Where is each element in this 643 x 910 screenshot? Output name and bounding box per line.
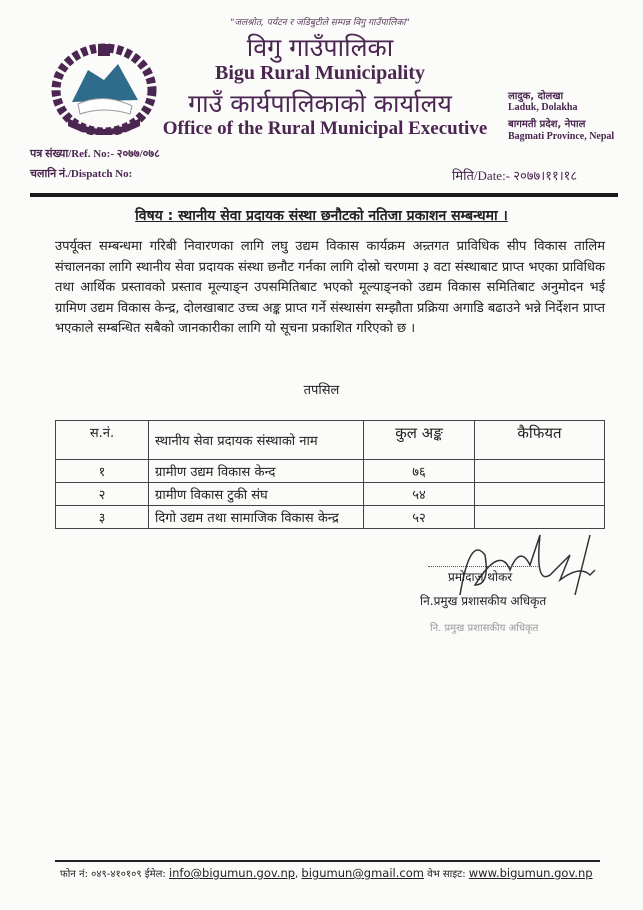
letter-date: मिति/Date:- २०७७।११।१८ — [452, 168, 578, 183]
cell-organization: ग्रामीण विकास टुकी संघ — [149, 483, 364, 506]
subject-line: विषय : स्थानीय सेवा प्रदायक संस्था छनौटको नतिजा प्रकाशन सम्बन्धमा । — [135, 208, 508, 224]
cell-serial: १ — [56, 460, 149, 483]
cell-serial: २ — [56, 483, 149, 506]
website-label: वेभ साइट: — [427, 869, 466, 880]
table-row — [56, 460, 605, 483]
dispatch-number: चलानि नं./Dispatch No: — [30, 168, 133, 180]
address-line: बागमती प्रदेश, नेपाल — [508, 119, 586, 130]
municipality-name-english: Bigu Rural Municipality — [214, 62, 426, 84]
nepal-emblem-logo — [48, 40, 160, 135]
cell-remarks — [475, 483, 605, 506]
cell-remarks — [475, 460, 605, 483]
reference-number: पत्र संख्या/Ref. No:- २०७७/०७८ — [30, 148, 160, 160]
cell-marks: ५४ — [364, 483, 475, 506]
separator: , — [295, 869, 299, 880]
table-row — [56, 483, 605, 506]
office-name-nepali: गाउँ कार्यपालिकाको कार्यालय — [188, 89, 452, 118]
email-link-info[interactable]: info@bigumun.gov.np — [168, 866, 296, 880]
official-stamp-text: नि. प्रमुख प्रशासकीय अधिकृत — [430, 623, 539, 634]
signature-line — [428, 566, 538, 567]
address-line: लादुक, दोलखा — [508, 91, 564, 102]
footer-contact — [60, 866, 593, 880]
office-name-english: Office of the Rural Municipal Executive — [162, 118, 488, 139]
cell-organization: दिगो उद्यम तथा सामाजिक विकास केन्द्र — [149, 506, 364, 529]
address-line: Bagmati Province, Nepal — [508, 131, 615, 142]
signer-title: नि.प्रमुख प्रशासकीय अधिकृत — [420, 594, 547, 608]
results-table — [55, 420, 605, 529]
cell-organization: ग्रामीण उद्यम विकास केन्द — [149, 460, 364, 483]
website-link[interactable]: www.bigumun.gov.np — [468, 866, 593, 880]
header-organization: स्थानीय सेवा प्रदायक संस्थाको नाम — [149, 421, 364, 460]
phone-label: फोन नं: ०४९-४१०१०९ ईमेल: — [60, 869, 166, 880]
municipality-name-nepali: विगु गाउँपालिका — [246, 33, 394, 62]
signer-name: प्रमोदाज थोकर — [448, 570, 513, 584]
table-header-row — [56, 421, 605, 460]
footer-divider — [55, 860, 600, 862]
address-line: Laduk, Dolakha — [508, 102, 578, 113]
cell-serial: ३ — [56, 506, 149, 529]
body-paragraph: उपर्यूक्त सम्बन्धमा गरिबी निवारणका लागि लघु उद्यम विकास कार्यक्रम अन्र्तगत प्राविधिक सीप विकास तालिम संचालनका लागि स्थानीय सेवा प्रदायक संस्था छनौट गर्नका लागि दोस्रो चरणमा ३ वटा संस्थाबाट प्राप्त भएका प्राविधिक तथा आर्थिक प्रस्तावको प्रस्ताव मूल्याङ्न उपसमितिबाट भएको मूल्याङ्नको उद्यम विकास समितिबाट अनुमोदन भई ग्रामिण उद्यम विकास केन्द्र, दोलखाबाट उच्च अङ्क प्राप्त गर्ने संस्थासंग सम्झौता प्रक्रिया अगाडि बढाउने भन्ने निर्देशन प्राप्त भएकाले सम्बन्धित सबैको जानकारीका लागि यो सूचना प्रकाशित गरिएको छ । — [55, 239, 605, 336]
tagline: "जलश्रोत, पर्यटन र जडिबुटीले सम्पन्न विगु गाउँपालिका" — [230, 18, 410, 28]
cell-marks: ७६ — [364, 460, 475, 483]
header-total-marks: कुल अङ्क — [364, 421, 475, 460]
cell-marks: ५२ — [364, 506, 475, 529]
header-serial: स.नं. — [56, 421, 149, 460]
details-heading: तपसिल — [303, 383, 340, 398]
header-remarks: कैफियत — [475, 421, 605, 460]
header-divider — [30, 193, 618, 197]
email-link-gmail[interactable]: bigumun@gmail.com — [301, 866, 424, 880]
